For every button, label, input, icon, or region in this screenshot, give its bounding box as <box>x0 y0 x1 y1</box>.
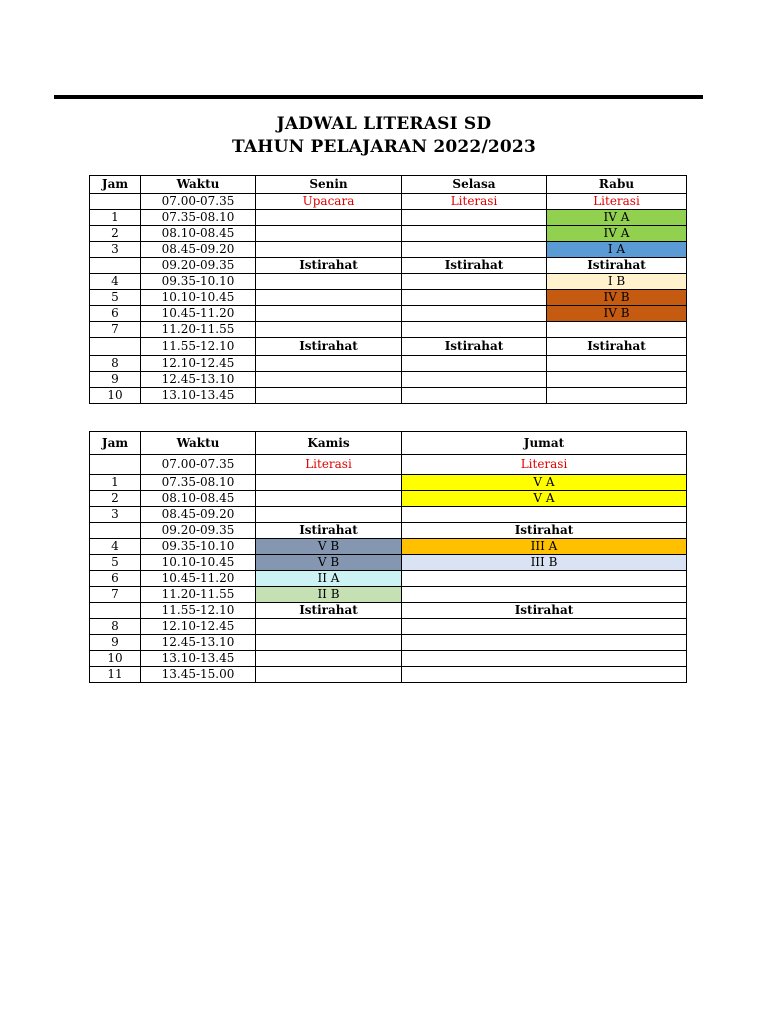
col-header-senin: Senin <box>256 176 402 194</box>
cell-jumat: III B <box>402 555 687 571</box>
cell-waktu: 13.45-15.00 <box>141 667 256 683</box>
cell-selasa: Literasi <box>402 194 547 210</box>
page-title: JADWAL LITERASI SD <box>276 114 492 134</box>
cell-rabu <box>547 388 687 404</box>
col-header-waktu: Waktu <box>141 176 256 194</box>
cell-selasa: Istirahat <box>402 258 547 274</box>
col-header-jam: Jam <box>90 432 141 455</box>
cell-kamis <box>256 619 402 635</box>
cell-jam: 7 <box>90 587 141 603</box>
table-row <box>90 651 687 667</box>
cell-senin <box>256 290 402 306</box>
cell-kamis: II A <box>256 571 402 587</box>
cell-jumat <box>402 587 687 603</box>
cell-waktu: 09.20-09.35 <box>141 258 256 274</box>
table-header-row <box>90 432 687 455</box>
cell-jumat <box>402 635 687 651</box>
cell-senin: Istirahat <box>256 258 402 274</box>
col-header-selasa: Selasa <box>402 176 547 194</box>
cell-kamis <box>256 507 402 523</box>
cell-jam: 3 <box>90 507 141 523</box>
cell-waktu: 10.45-11.20 <box>141 306 256 322</box>
cell-jam: 8 <box>90 356 141 372</box>
cell-jam: 5 <box>90 555 141 571</box>
cell-jam: 10 <box>90 651 141 667</box>
cell-jam: 6 <box>90 571 141 587</box>
cell-waktu: 11.55-12.10 <box>141 338 256 356</box>
cell-kamis <box>256 651 402 667</box>
cell-selasa <box>402 290 547 306</box>
cell-selasa <box>402 274 547 290</box>
cell-waktu: 09.35-10.10 <box>141 539 256 555</box>
cell-selasa <box>402 210 547 226</box>
table-row <box>90 619 687 635</box>
cell-senin: Istirahat <box>256 338 402 356</box>
cell-kamis: II B <box>256 587 402 603</box>
table-row <box>90 555 687 571</box>
table-row <box>90 306 687 322</box>
table-row <box>90 258 687 274</box>
cell-rabu: IV B <box>547 290 687 306</box>
table-row <box>90 290 687 306</box>
cell-senin <box>256 388 402 404</box>
cell-jam: 4 <box>90 539 141 555</box>
cell-waktu: 13.10-13.45 <box>141 651 256 667</box>
cell-selasa <box>402 322 547 338</box>
cell-waktu: 11.20-11.55 <box>141 322 256 338</box>
cell-waktu: 08.10-08.45 <box>141 226 256 242</box>
cell-rabu: Istirahat <box>547 258 687 274</box>
table-row <box>90 635 687 651</box>
cell-jam: 4 <box>90 274 141 290</box>
cell-senin <box>256 210 402 226</box>
table-row <box>90 571 687 587</box>
col-header-rabu: Rabu <box>547 176 687 194</box>
cell-rabu: Literasi <box>547 194 687 210</box>
cell-rabu: IV A <box>547 210 687 226</box>
cell-jumat <box>402 507 687 523</box>
table-row <box>90 356 687 372</box>
table-row <box>90 507 687 523</box>
cell-rabu: Istirahat <box>547 338 687 356</box>
table-row <box>90 603 687 619</box>
cell-jumat: Literasi <box>402 455 687 475</box>
cell-jam: 2 <box>90 491 141 507</box>
cell-jumat: III A <box>402 539 687 555</box>
cell-waktu: 11.55-12.10 <box>141 603 256 619</box>
cell-waktu: 09.20-09.35 <box>141 523 256 539</box>
cell-jam <box>90 455 141 475</box>
cell-senin <box>256 274 402 290</box>
table-row <box>90 274 687 290</box>
table-row <box>90 372 687 388</box>
top-divider <box>54 95 703 99</box>
cell-jam: 1 <box>90 475 141 491</box>
cell-jumat: Istirahat <box>402 523 687 539</box>
cell-selasa <box>402 388 547 404</box>
cell-rabu: IV B <box>547 306 687 322</box>
cell-kamis <box>256 635 402 651</box>
cell-waktu: 12.45-13.10 <box>141 635 256 651</box>
cell-jam: 2 <box>90 226 141 242</box>
col-header-kamis: Kamis <box>256 432 402 455</box>
table-row <box>90 491 687 507</box>
cell-jam <box>90 258 141 274</box>
schedule-table-mon-wed <box>89 175 687 404</box>
cell-senin <box>256 242 402 258</box>
cell-jumat: V A <box>402 475 687 491</box>
cell-rabu <box>547 372 687 388</box>
cell-jam: 9 <box>90 635 141 651</box>
cell-jam: 3 <box>90 242 141 258</box>
table-row <box>90 194 687 210</box>
page-subtitle: TAHUN PELAJARAN 2022/2023 <box>232 137 536 157</box>
cell-senin <box>256 226 402 242</box>
cell-selasa <box>402 226 547 242</box>
table-row <box>90 388 687 404</box>
cell-kamis <box>256 475 402 491</box>
cell-waktu: 10.10-10.45 <box>141 290 256 306</box>
cell-rabu <box>547 356 687 372</box>
cell-waktu: 12.10-12.45 <box>141 356 256 372</box>
cell-waktu: 07.00-07.35 <box>141 194 256 210</box>
cell-selasa <box>402 372 547 388</box>
cell-kamis <box>256 667 402 683</box>
col-header-jam: Jam <box>90 176 141 194</box>
cell-waktu: 07.35-08.10 <box>141 475 256 491</box>
cell-kamis <box>256 491 402 507</box>
table-header-row <box>90 176 687 194</box>
table-row <box>90 226 687 242</box>
cell-jam: 6 <box>90 306 141 322</box>
col-header-waktu: Waktu <box>141 432 256 455</box>
table-row <box>90 587 687 603</box>
cell-senin <box>256 306 402 322</box>
cell-waktu: 13.10-13.45 <box>141 388 256 404</box>
cell-jam: 9 <box>90 372 141 388</box>
cell-selasa <box>402 306 547 322</box>
cell-waktu: 11.20-11.55 <box>141 587 256 603</box>
cell-jam: 8 <box>90 619 141 635</box>
cell-waktu: 08.10-08.45 <box>141 491 256 507</box>
cell-waktu: 08.45-09.20 <box>141 507 256 523</box>
schedule-table-thu-fri <box>89 431 687 683</box>
cell-kamis: Istirahat <box>256 603 402 619</box>
cell-rabu: I A <box>547 242 687 258</box>
cell-waktu: 10.10-10.45 <box>141 555 256 571</box>
cell-waktu: 07.35-08.10 <box>141 210 256 226</box>
cell-jumat <box>402 651 687 667</box>
cell-selasa: Istirahat <box>402 338 547 356</box>
cell-jam: 7 <box>90 322 141 338</box>
cell-jam: 10 <box>90 388 141 404</box>
table-row <box>90 539 687 555</box>
cell-waktu: 07.00-07.35 <box>141 455 256 475</box>
col-header-jumat: Jumat <box>402 432 687 455</box>
cell-kamis: V B <box>256 555 402 571</box>
table-row <box>90 475 687 491</box>
table-row <box>90 242 687 258</box>
table-row <box>90 455 687 475</box>
cell-jumat: V A <box>402 491 687 507</box>
cell-waktu: 12.45-13.10 <box>141 372 256 388</box>
cell-jam <box>90 603 141 619</box>
cell-waktu: 10.45-11.20 <box>141 571 256 587</box>
cell-jumat <box>402 571 687 587</box>
table-row <box>90 667 687 683</box>
cell-rabu: I B <box>547 274 687 290</box>
cell-jam: 11 <box>90 667 141 683</box>
table-row <box>90 338 687 356</box>
cell-jam <box>90 523 141 539</box>
cell-waktu: 12.10-12.45 <box>141 619 256 635</box>
cell-rabu: IV A <box>547 226 687 242</box>
cell-kamis: Literasi <box>256 455 402 475</box>
cell-selasa <box>402 356 547 372</box>
cell-rabu <box>547 322 687 338</box>
table-row <box>90 210 687 226</box>
cell-senin: Upacara <box>256 194 402 210</box>
table-row <box>90 523 687 539</box>
cell-jumat: Istirahat <box>402 603 687 619</box>
table-row <box>90 322 687 338</box>
cell-kamis: V B <box>256 539 402 555</box>
cell-senin <box>256 372 402 388</box>
cell-jumat <box>402 619 687 635</box>
cell-jam <box>90 194 141 210</box>
cell-waktu: 08.45-09.20 <box>141 242 256 258</box>
cell-jam: 1 <box>90 210 141 226</box>
cell-jumat <box>402 667 687 683</box>
cell-selasa <box>402 242 547 258</box>
cell-kamis: Istirahat <box>256 523 402 539</box>
cell-senin <box>256 356 402 372</box>
cell-jam <box>90 338 141 356</box>
cell-jam: 5 <box>90 290 141 306</box>
cell-senin <box>256 322 402 338</box>
cell-waktu: 09.35-10.10 <box>141 274 256 290</box>
